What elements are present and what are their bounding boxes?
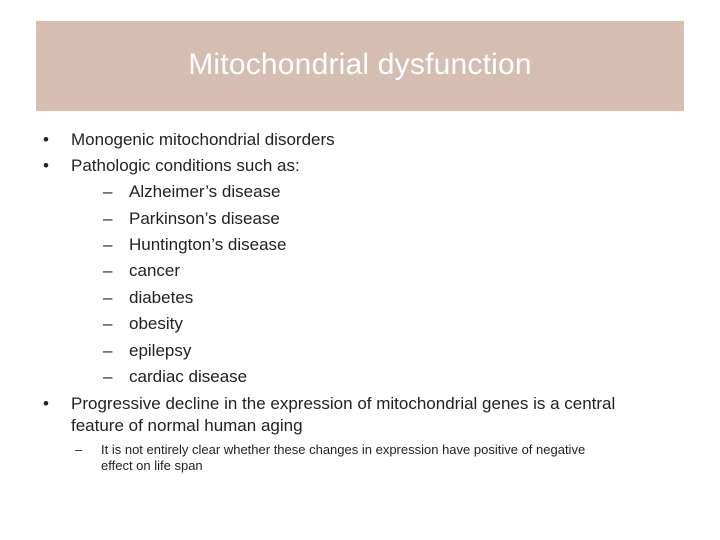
note-line1: It is not entirely clear whether these changes in expression have positive of negative bbox=[101, 442, 586, 457]
subitem-alzheimers: Alzheimer’s disease bbox=[129, 182, 281, 201]
subitem-cardiac-disease: cardiac disease bbox=[129, 367, 248, 386]
subitem-dash: – bbox=[103, 367, 113, 386]
subitem-dash: – bbox=[103, 182, 113, 201]
subitem-dash: – bbox=[103, 209, 113, 228]
bullet-monogenic-disorders: Monogenic mitochondrial disorders bbox=[71, 130, 335, 149]
note-line2: effect on life span bbox=[101, 458, 203, 473]
bullet-symbol: • bbox=[43, 394, 49, 413]
bullet-symbol: • bbox=[43, 156, 49, 175]
subitem-diabetes: diabetes bbox=[129, 288, 194, 307]
bullet-pathologic-conditions: Pathologic conditions such as: bbox=[71, 156, 300, 175]
bullet-progressive-decline-line2: feature of normal human aging bbox=[71, 416, 303, 435]
bullet-symbol: • bbox=[43, 130, 49, 149]
note-dash: – bbox=[75, 442, 83, 457]
subitem-dash: – bbox=[103, 288, 113, 307]
subitem-obesity: obesity bbox=[129, 314, 183, 333]
subitem-huntingtons: Huntington’s disease bbox=[129, 235, 287, 254]
subitem-dash: – bbox=[103, 314, 113, 333]
subitem-epilepsy: epilepsy bbox=[129, 341, 192, 360]
subitem-cancer: cancer bbox=[129, 261, 181, 280]
subitem-dash: – bbox=[103, 341, 113, 360]
subitem-parkinsons: Parkinson’s disease bbox=[129, 209, 280, 228]
bullet-progressive-decline-line1: Progressive decline in the expression of mitochondrial genes is a central bbox=[71, 394, 616, 413]
slide-title: Mitochondrial dysfunction bbox=[188, 48, 532, 81]
subitem-dash: – bbox=[103, 261, 113, 280]
subitem-dash: – bbox=[103, 235, 113, 254]
